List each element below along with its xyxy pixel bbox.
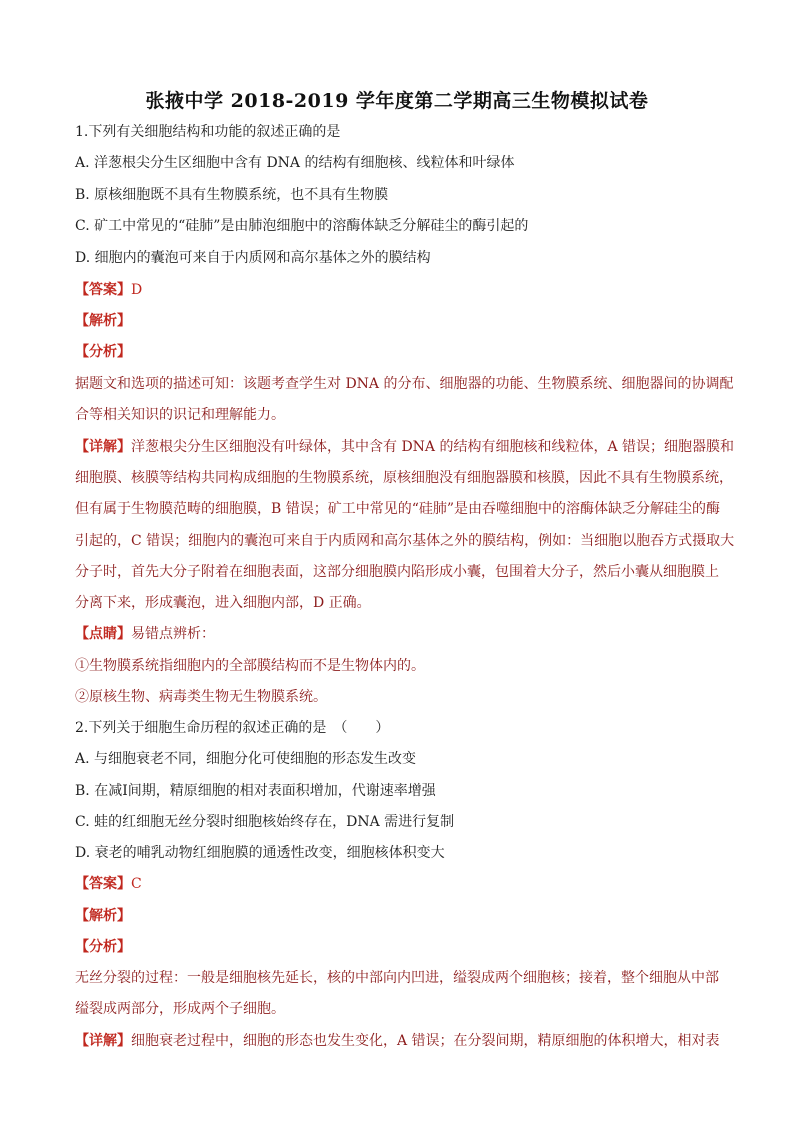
- detail-tag: 【详解】: [75, 439, 131, 455]
- q1-option-a: A. 洋葱根尖分生区细胞中含有 DNA 的结构有细胞核、线粒体和叶绿体: [75, 155, 515, 171]
- q2-option-c: C. 蛙的红细胞无丝分裂时细胞核始终存在，DNA 需进行复制: [75, 814, 455, 830]
- q2-option-d: D. 衰老的哺乳动物红细胞膜的通透性改变，细胞核体积变大: [75, 845, 445, 861]
- q1-fenxi-text-2: 合等相关知识的识记和理解能力。: [75, 407, 285, 423]
- answer-tag: 【答案】: [75, 282, 131, 298]
- q1-tip-line: 【点睛】易错点辨析：: [75, 626, 215, 642]
- page-title: 张掖中学 2018-2019 学年度第二学期高三生物模拟试卷: [145, 90, 649, 112]
- q1-detail-line-4: 引起的，C 错误；细胞内的囊泡可来自于内质网和高尔基体之外的膜结构，例如：当细胞以胞吞方式摄取大: [75, 533, 735, 549]
- q2-answer: C: [131, 876, 142, 892]
- q1-option-c: C. 矿工中常见的“硅肺”是由肺泡细胞中的溶酶体缺乏分解硅尘的酶引起的: [75, 218, 529, 234]
- q1-detail-line-3: 但有属于生物膜范畴的细胞膜，B 错误；矿工中常见的“硅肺”是由吞噬细胞中的溶酶体缺乏分解硅尘的酶: [75, 501, 721, 517]
- q1-fenxi-tag: 【分析】: [75, 344, 131, 360]
- q2-option-a: A. 与细胞衰老不同，细胞分化可使细胞的形态发生改变: [75, 751, 417, 767]
- q1-fenxi-text-1: 据题文和选项的描述可知：该题考查学生对 DNA 的分布、细胞器的功能、生物膜系统、细胞器间的协调配: [75, 376, 734, 392]
- detail-tag: 【详解】: [75, 1033, 131, 1049]
- q2-detail-line-1: 【详解】细胞衰老过程中，细胞的形态也发生变化，A 错误；在分裂间期，精原细胞的体积增大，相对表: [75, 1033, 720, 1049]
- q1-option-d: D. 细胞内的囊泡可来自于内质网和高尔基体之外的膜结构: [75, 250, 431, 266]
- q1-tip-2: ②原核生物、病毒类生物无生物膜系统。: [75, 689, 327, 705]
- q2-stem: 2.下列关于细胞生命历程的叙述正确的是 （ ）: [75, 720, 390, 736]
- q1-detail-line-1: 【详解】洋葱根尖分生区细胞没有叶绿体，其中含有 DNA 的结构有细胞核和线粒体，A 错误；细胞器膜和: [75, 439, 735, 455]
- q1-detail-line-5: 分子时，首先大分子附着在细胞表面，这部分细胞膜内陷形成小囊，包围着大分子，然后小囊从细胞膜上: [75, 564, 719, 580]
- q2-fenxi-text-1: 无丝分裂的过程：一般是细胞核先延长，核的中部向内凹进，缢裂成两个细胞核；接着，整个细胞从中部: [75, 970, 719, 986]
- q2-fenxi-text-2: 缢裂成两部分，形成两个子细胞。: [75, 1001, 285, 1017]
- q1-analysis-tag: 【解析】: [75, 313, 131, 329]
- q1-answer: D: [131, 282, 143, 298]
- q1-detail-line-6: 分离下来，形成囊泡，进入细胞内部，D 正确。: [75, 595, 371, 611]
- q2-fenxi-tag: 【分析】: [75, 939, 131, 955]
- tip-tag: 【点睛】: [75, 626, 131, 642]
- q1-option-b: B. 原核细胞既不具有生物膜系统，也不具有生物膜: [75, 187, 389, 203]
- q2-analysis-tag: 【解析】: [75, 908, 131, 924]
- q2-answer-line: [75, 874, 142, 894]
- q1-detail-line-2: 细胞膜、核膜等结构共同构成细胞的生物膜系统，原核细胞没有细胞器膜和核膜，因此不具有生物膜系统，: [75, 470, 733, 486]
- q2-option-b: B. 在减Ⅰ间期，精原细胞的相对表面积增加，代谢速率增强: [75, 783, 436, 799]
- q1-answer-line: [75, 280, 142, 300]
- q1-stem: 1.下列有关细胞结构和功能的叙述正确的是: [75, 124, 341, 140]
- answer-tag: 【答案】: [75, 876, 131, 892]
- q1-tip-1: ①生物膜系统指细胞内的全部膜结构而不是生物体内的。: [75, 658, 425, 674]
